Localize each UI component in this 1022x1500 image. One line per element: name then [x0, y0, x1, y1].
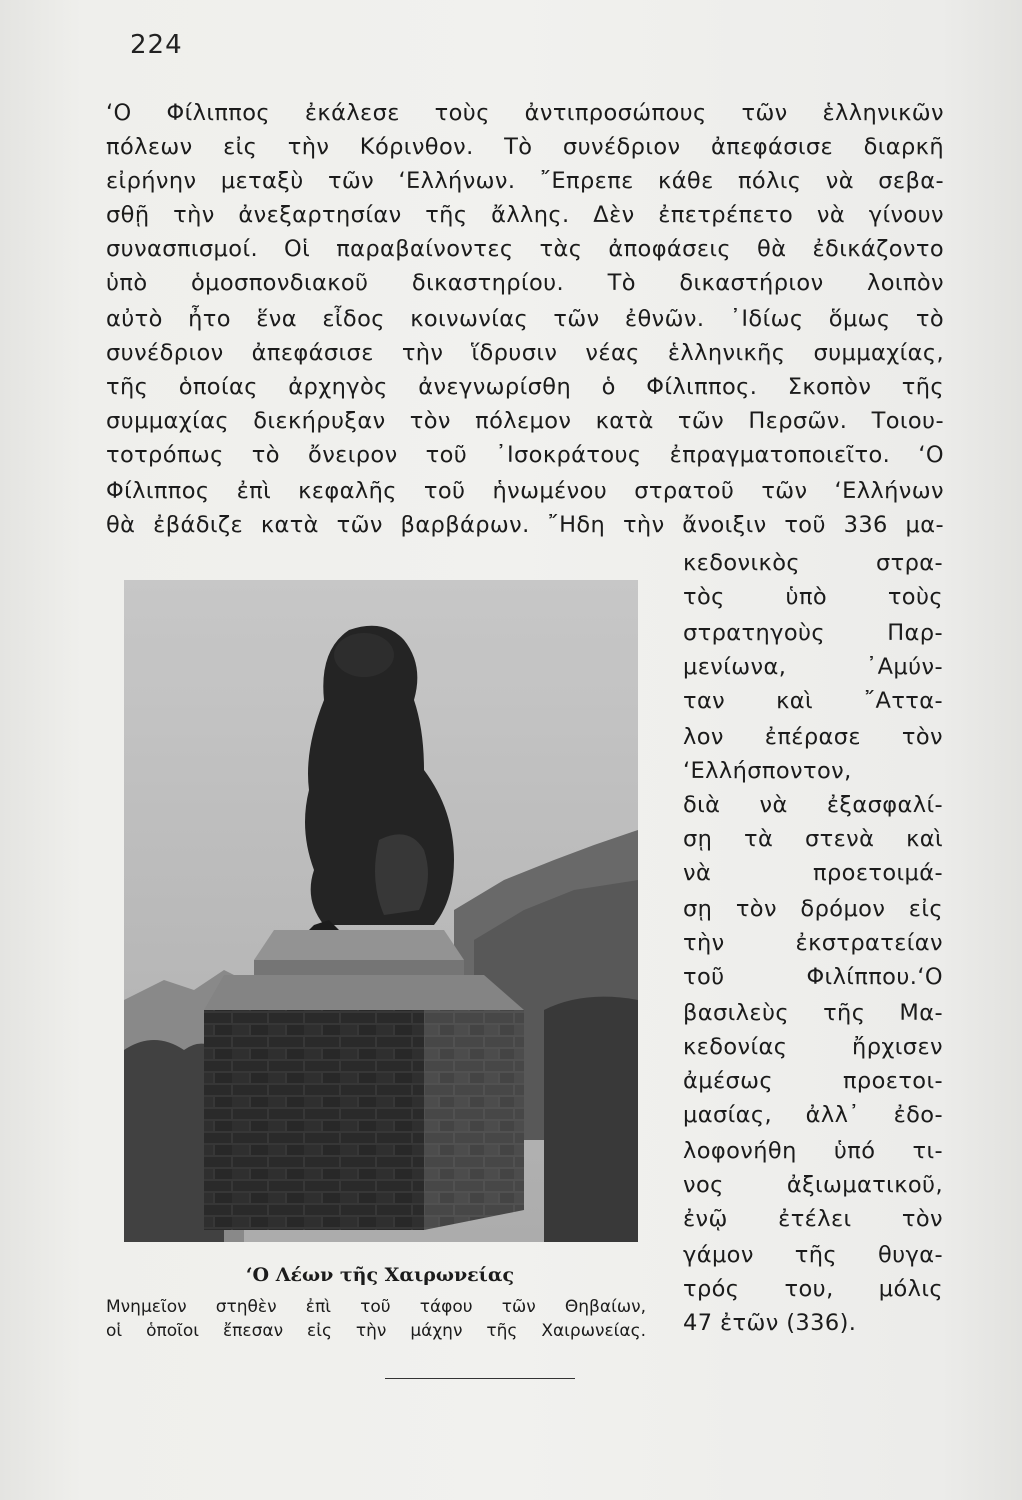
body-line: συμμαχίας διεκήρυξαν τὸν πόλεμον κατὰ τῶν Περσῶν. Τοιου-	[106, 408, 944, 434]
body-line: σθῇ τὴν ἀνεξαρτησίαν τῆς ἄλλης. Δὲν ἐπετρέπετο νὰ γίνουν	[106, 202, 944, 228]
body-line: θὰ ἐβάδιζε κατὰ τῶν βαρβάρων. ῎Ηδη τὴν ἄνοιξιν τοῦ 336 μα-	[106, 512, 944, 538]
body-line: συνέδριον ἀπεφάσισε τὴν ἵδρυσιν νέας ἑλληνικῆς συμμαχίας,	[106, 340, 944, 366]
lion-monument-photo	[124, 580, 638, 1242]
column-line: γάμον τῆς θυγα-	[683, 1242, 943, 1268]
body-line: συνασπισμοί. Οἱ παραβαίνοντες τὰς ἀποφάσεις θὰ ἐδικάζοντο	[106, 236, 944, 262]
figure-caption-line: οἱ ὁποῖοι ἔπεσαν εἰς τὴν μάχην τῆς Χαιρωνείας.	[106, 1321, 646, 1341]
body-line: Φίλιππος ἐπὶ κεφαλῆς τοῦ ἡνωμένου στρατοῦ τῶν ‘Ελλήνων	[106, 478, 944, 504]
body-line: ‘Ο Φίλιππος ἐκάλεσε τοὺς ἀντιπροσώπους τῶν ἑλληνικῶν	[106, 100, 944, 126]
column-line: νος ἀξιωματικοῦ,	[683, 1172, 943, 1198]
column-line: ἐνῷ ἐτέλει τὸν	[683, 1206, 943, 1232]
column-line: σῃ τὰ στενὰ καὶ	[683, 826, 943, 852]
column-line: τὴν ἐκστρατείαν	[683, 930, 943, 956]
column-line: 47 ἐτῶν (336).	[683, 1310, 857, 1336]
column-line: στρατηγοὺς Παρ-	[683, 620, 943, 646]
section-divider	[385, 1378, 575, 1379]
column-line: μασίας, ἀλλ᾽ ἐδο-	[683, 1102, 943, 1128]
body-line: ὑπὸ ὁμοσπονδιακοῦ δικαστηρίου. Τὸ δικαστήριον λοιπὸν	[106, 270, 944, 296]
column-line: λον ἐπέρασε τὸν	[683, 724, 943, 750]
body-line: αὐτὸ ἦτο ἕνα εἶδος κοινωνίας τῶν ἐθνῶν. ᾽Ιδίως ὅμως τὸ	[106, 306, 944, 332]
column-line: μενίωνα, ᾽Αμύν-	[683, 654, 943, 680]
column-line: βασιλεὺς τῆς Μα-	[683, 1000, 943, 1026]
body-line: εἰρήνην μεταξὺ τῶν ‘Ελλήνων. ῎Επρεπε κάθε πόλις νὰ σεβα-	[106, 168, 944, 194]
figure-caption-title: ‘Ο Λέων τῆς Χαιρωνείας	[245, 1264, 515, 1286]
column-line: λοφονήθη ὑπό τι-	[683, 1138, 943, 1164]
column-line: τρός του, μόλις	[683, 1276, 943, 1302]
column-line: σῃ τὸν δρόμον εἰς	[683, 896, 943, 922]
column-line: τοῦ Φιλίππου.‘Ο	[683, 964, 943, 990]
column-line: διὰ νὰ ἐξασφαλί-	[683, 792, 943, 818]
column-line: κεδονικὸς στρα-	[683, 550, 943, 576]
column-line: ταν καὶ ῎Αττα-	[683, 688, 943, 714]
column-line: νὰ προετοιμά-	[683, 860, 943, 886]
body-line: τῆς ὁποίας ἀρχηγὸς ἀνεγνωρίσθη ὁ Φίλιππος. Σκοπὸν τῆς	[106, 374, 944, 400]
column-line: ἀμέσως προετοι-	[683, 1068, 943, 1094]
column-line: κεδονίας ἤρχισεν	[683, 1034, 943, 1060]
body-line: πόλεων εἰς τὴν Κόρινθον. Τὸ συνέδριον ἀπεφάσισε διαρκῆ	[106, 134, 944, 160]
figure-caption-line: Μνημεῖον στηθὲν ἐπὶ τοῦ τάφου τῶν Θηβαίων,	[106, 1297, 646, 1317]
column-line: ‘Ελλήσποντον,	[683, 758, 852, 784]
column-line: τὸς ὑπὸ τοὺς	[683, 584, 943, 610]
body-line: τοτρόπως τὸ ὄνειρον τοῦ ᾽Ισοκράτους ἐπραγματοποιεῖτο. ‘Ο	[106, 442, 944, 468]
page-number: 224	[130, 30, 183, 60]
